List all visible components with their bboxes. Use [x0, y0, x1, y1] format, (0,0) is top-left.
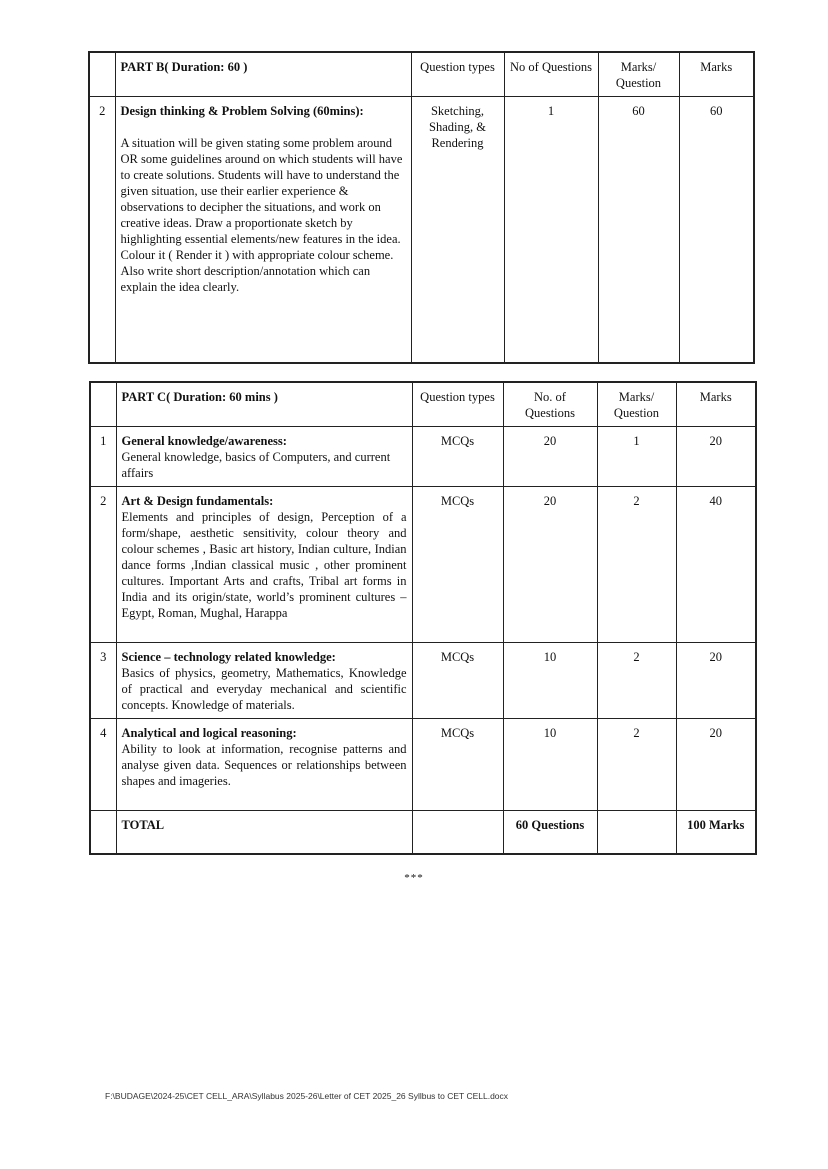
- row-marks-per-question: 1: [597, 426, 676, 486]
- row-no-of-questions: 20: [503, 486, 597, 642]
- part-c-table: [89, 381, 757, 855]
- table-row: [90, 642, 756, 718]
- header-marks: Marks: [679, 52, 754, 96]
- header-question-types: Question types: [411, 52, 504, 96]
- row-marks-per-question: 2: [597, 642, 676, 718]
- row-content: [115, 96, 411, 363]
- row-marks-per-question: 2: [597, 486, 676, 642]
- total-marks: 100 Marks: [676, 810, 756, 854]
- total-type-cell: [412, 810, 503, 854]
- row-marks-per-question: 2: [597, 718, 676, 810]
- part-b-table: [88, 51, 755, 364]
- row-no-of-questions: 20: [503, 426, 597, 486]
- row-question-type: MCQs: [412, 718, 503, 810]
- total-mpq-cell: [597, 810, 676, 854]
- row-serial-number: 2: [89, 96, 115, 363]
- part-c-header-row: [90, 382, 756, 426]
- header-sn-cell: [89, 52, 115, 96]
- header-sn-cell: [90, 382, 116, 426]
- row-no-of-questions: 1: [504, 96, 598, 363]
- row-no-of-questions: 10: [503, 718, 597, 810]
- part-b-header-row: [89, 52, 754, 96]
- header-marks: Marks: [676, 382, 756, 426]
- row-serial-number: 2: [90, 486, 116, 642]
- row-serial-number: 4: [90, 718, 116, 810]
- part-c-title: PART C( Duration: 60 mins ): [116, 382, 412, 426]
- row-content: [116, 486, 412, 642]
- row-description: Elements and principles of design, Perception of a form/shape, aesthetic sensitivity, colour theory and colour schemes , Basic art history, Indian culture, Indian dance forms ,Indian classical music , other prominent cultures. Important Arts and crafts, Tribal art forms in India and its origin/state, world’s prominent cultures – Egypt, Roman, Mughal, Harappa: [121, 509, 407, 620]
- row-description: Basics of physics, geometry, Mathematics, Knowledge of practical and everyday mechanical and scientific concepts. Knowledge of materials.: [121, 665, 407, 712]
- row-title: Design thinking & Problem Solving (60mins):: [120, 103, 364, 118]
- total-sn-cell: [90, 810, 116, 854]
- row-serial-number: 3: [90, 642, 116, 718]
- total-label: TOTAL: [116, 810, 412, 854]
- row-question-type: MCQs: [412, 486, 503, 642]
- row-marks: 20: [676, 642, 756, 718]
- table-row: [90, 718, 756, 810]
- table-row: [90, 486, 756, 642]
- end-separator: ***: [404, 872, 424, 884]
- row-title: General knowledge/awareness:: [121, 433, 287, 448]
- row-serial-number: 1: [90, 426, 116, 486]
- row-question-type: Sketching, Shading, & Rendering: [411, 96, 504, 363]
- header-marks-per-question: Marks/ Question: [598, 52, 679, 96]
- row-marks: 40: [676, 486, 756, 642]
- row-question-type: MCQs: [412, 426, 503, 486]
- row-content: [116, 718, 412, 810]
- row-content: [116, 426, 412, 486]
- row-description: Ability to look at information, recognise patterns and analyse given data. Sequences or relationships between shapes and imageries.: [121, 741, 407, 788]
- header-no-of-questions: No. of Questions: [503, 382, 597, 426]
- row-description: A situation will be given stating some problem around OR some guidelines around on which students will have to create solutions. Students will have to understand the given situation, use their earlier experience & observations to decipher the situations, and work on creative ideas. Draw a proportionate sketch by highlighting essential elements/new features in the idea. Colour it ( Render it ) with appropriate colour scheme. Also write short description/annotation which can explain the idea clearly.: [120, 135, 403, 294]
- part-b-title: PART B( Duration: 60 ): [115, 52, 411, 96]
- table-row: [89, 96, 754, 363]
- total-questions: 60 Questions: [503, 810, 597, 854]
- row-no-of-questions: 10: [503, 642, 597, 718]
- header-question-types: Question types: [412, 382, 503, 426]
- footer-file-path: F:\BUDAGE\2024-25\CET CELL_ARA\Syllabus 2025-26\Letter of CET 2025_26 Syllbus to CET CELL.docx: [105, 1091, 509, 1101]
- row-marks-per-question: 60: [598, 96, 679, 363]
- total-row: [90, 810, 756, 854]
- row-title: Analytical and logical reasoning:: [121, 725, 297, 740]
- row-title: Art & Design fundamentals:: [121, 493, 274, 508]
- row-title: Science – technology related knowledge:: [121, 649, 336, 664]
- row-description: General knowledge, basics of Computers, and current affairs: [121, 449, 391, 480]
- row-marks: 20: [676, 718, 756, 810]
- row-marks: 20: [676, 426, 756, 486]
- row-marks: 60: [679, 96, 754, 363]
- row-content: [116, 642, 412, 718]
- header-no-of-questions: No of Questions: [504, 52, 598, 96]
- header-marks-per-question: Marks/ Question: [597, 382, 676, 426]
- row-question-type: MCQs: [412, 642, 503, 718]
- table-row: [90, 426, 756, 486]
